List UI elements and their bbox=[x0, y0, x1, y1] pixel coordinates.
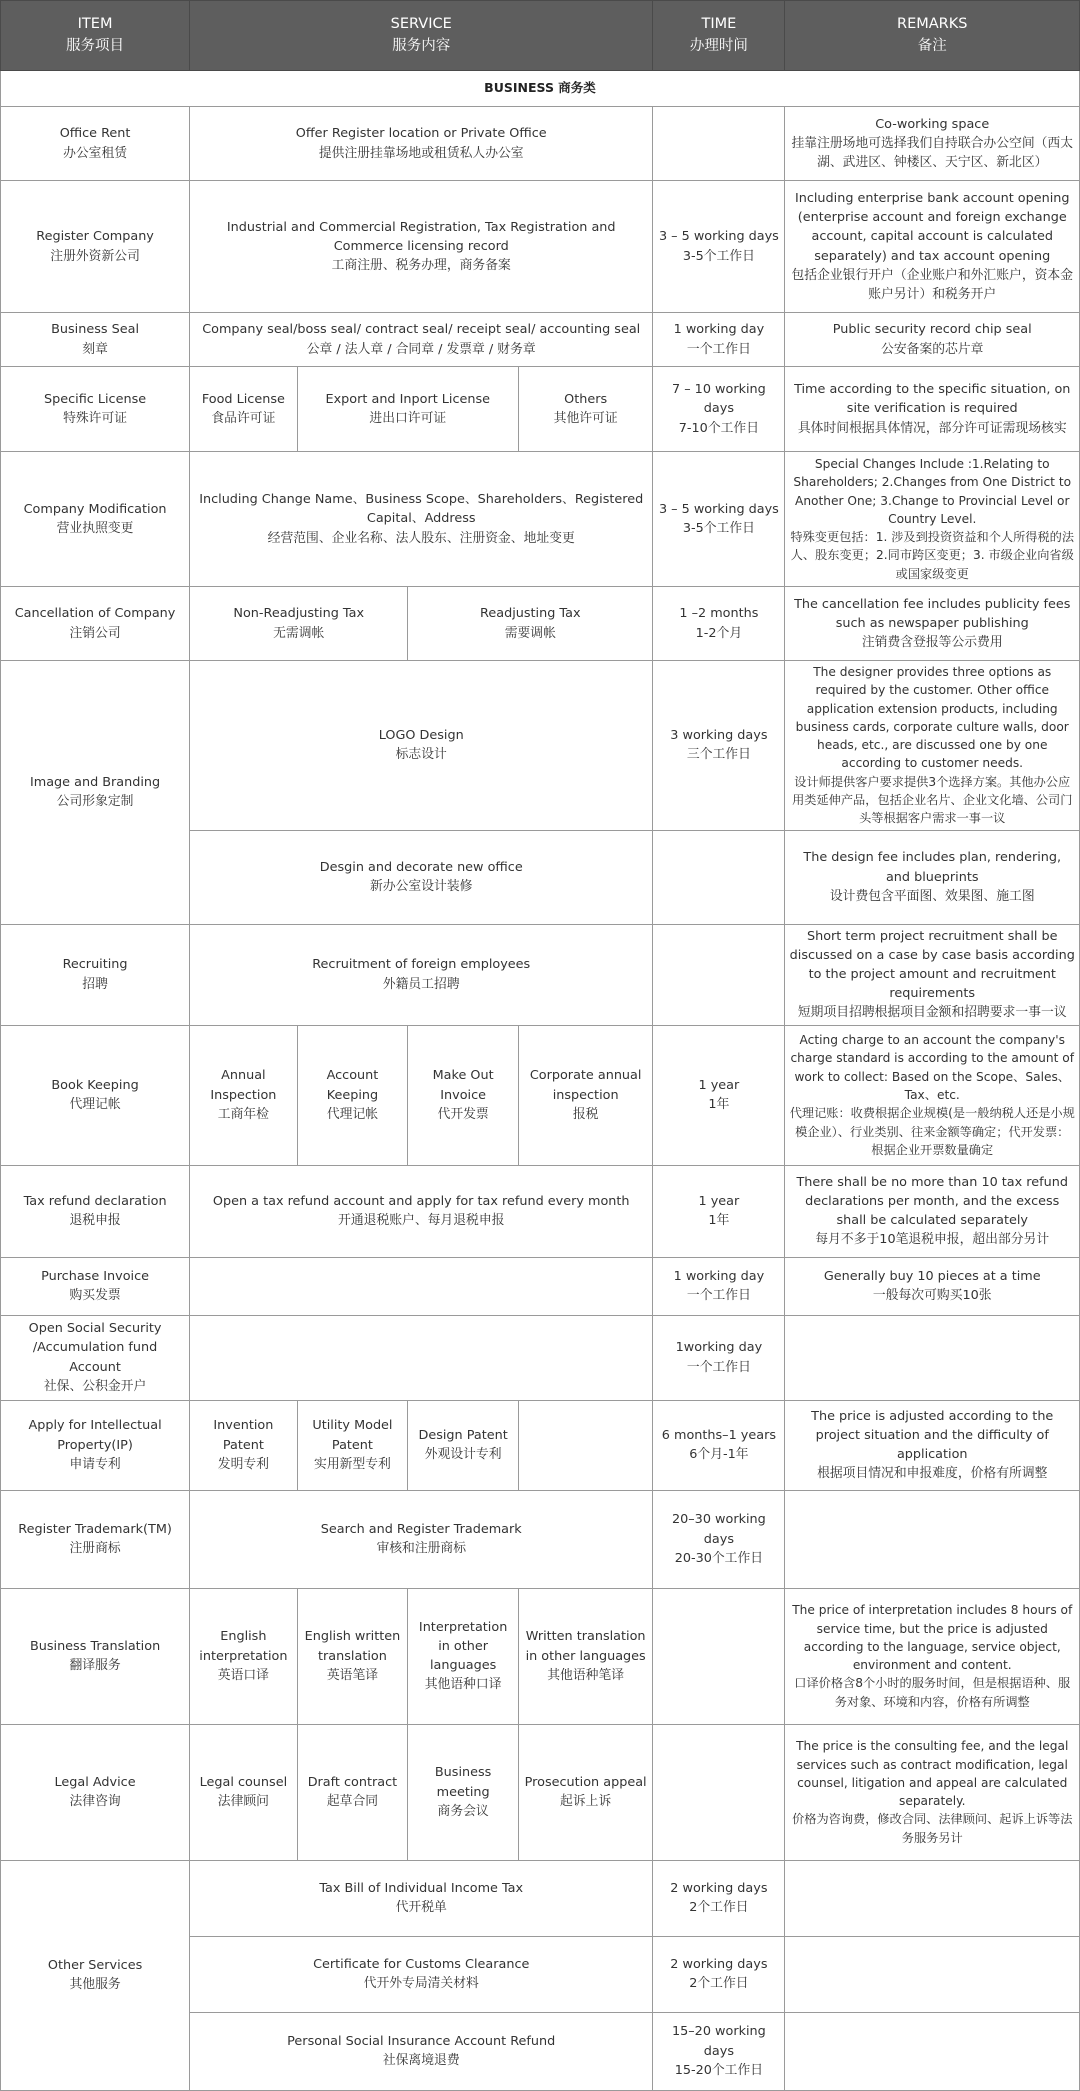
item-cell: Office Rent 办公室租赁 bbox=[1, 107, 190, 181]
remarks-cell: Including enterprise bank account opening (enterprise account and foreign exchange account, capital account is calculated separately) and tax account opening 包括企业银行开户（企业账户和外汇账户，资本金账户另计）和税务开户 bbox=[785, 181, 1080, 313]
service-cell: English written translation 英语笔译 bbox=[297, 1588, 408, 1724]
remarks-cell bbox=[785, 1936, 1080, 2012]
time-cell: 1working day 一个工作日 bbox=[653, 1315, 785, 1400]
table-row-business-seal bbox=[1, 313, 1080, 367]
table-row-legal-advice bbox=[1, 1724, 1080, 1860]
time-cell: 3 – 5 working days 3-5个工作日 bbox=[653, 181, 785, 313]
service-cell: Business meeting 商务会议 bbox=[408, 1724, 519, 1860]
service-cell: Draft contract 起草合同 bbox=[297, 1724, 408, 1860]
item-cell: Recruiting 招聘 bbox=[1, 924, 190, 1025]
service-cell: Personal Social Insurance Account Refund 社保离境退费 bbox=[190, 2012, 653, 2090]
item-cell: Legal Advice 法律咨询 bbox=[1, 1724, 190, 1860]
item-cell: Business Translation 翻译服务 bbox=[1, 1588, 190, 1724]
table-row-office-rent bbox=[1, 107, 1080, 181]
service-cell: Design Patent 外观设计专利 bbox=[408, 1400, 519, 1490]
table-row-company-modification bbox=[1, 452, 1080, 587]
service-cell: Written translation in other languages 其他语种笔译 bbox=[518, 1588, 652, 1724]
remarks-cell: Generally buy 10 pieces at a time 一般每次可购买10张 bbox=[785, 1257, 1080, 1315]
remarks-cell: The design fee includes plan, rendering, and blueprints 设计费包含平面图、效果图、施工图 bbox=[785, 830, 1080, 924]
remarks-cell: Short term project recruitment shall be discussed on a case by case basis according to the project amount and recruitment requirements 短期项目招聘根据项目金额和招聘要求一事一议 bbox=[785, 924, 1080, 1025]
time-cell: 7 – 10 working days 7-10个工作日 bbox=[653, 367, 785, 452]
table-row-register-company bbox=[1, 181, 1080, 313]
remarks-cell: The price of interpretation includes 8 hours of service time, but the price is adjusted according to the language, service object, environment and content. 口译价格含8个小时的服务时间，但是根据语种、服务对象、环境和内容，价格有所调整 bbox=[785, 1588, 1080, 1724]
remarks-cell bbox=[785, 1860, 1080, 1936]
table-row-purchase-invoice bbox=[1, 1257, 1080, 1315]
service-cell: English interpretation 英语口译 bbox=[190, 1588, 297, 1724]
remarks-cell: The price is adjusted according to the project situation and the difficulty of application 根据项目情况和申报难度，价格有所调整 bbox=[785, 1400, 1080, 1490]
item-cell: Apply for Intellectual Property(IP) 申请专利 bbox=[1, 1400, 190, 1490]
time-cell bbox=[653, 1588, 785, 1724]
time-cell bbox=[653, 924, 785, 1025]
remarks-cell bbox=[785, 2012, 1080, 2090]
service-cell: Recruitment of foreign employees 外籍员工招聘 bbox=[190, 924, 653, 1025]
service-cell: Readjusting Tax 需要调帐 bbox=[408, 587, 653, 661]
time-cell: 2 working days 2个工作日 bbox=[653, 1860, 785, 1936]
time-cell: 1 year 1年 bbox=[653, 1165, 785, 1257]
table-row-tax-refund bbox=[1, 1165, 1080, 1257]
service-cell bbox=[518, 1400, 652, 1490]
service-cell: Account Keeping 代理记帐 bbox=[297, 1025, 408, 1165]
item-cell: Company Modification 营业执照变更 bbox=[1, 452, 190, 587]
remarks-cell bbox=[785, 1490, 1080, 1588]
remarks-cell: The price is the consulting fee, and the legal services such as contract modification, legal counsel, litigation and appeal are calculated separately. 价格为咨询费，修改合同、法律顾问、起诉上诉等法务服务另计 bbox=[785, 1724, 1080, 1860]
service-cell: Desgin and decorate new office 新办公室设计装修 bbox=[190, 830, 653, 924]
item-cell: Other Services 其他服务 bbox=[1, 1860, 190, 2090]
table-row-social-security bbox=[1, 1315, 1080, 1400]
time-cell: 3 – 5 working days 3-5个工作日 bbox=[653, 452, 785, 587]
remarks-cell: Time according to the specific situation, on site verification is required 具体时间根据具体情况，部分许可证需现场核实 bbox=[785, 367, 1080, 452]
service-cell: Tax Bill of Individual Income Tax 代开税单 bbox=[190, 1860, 653, 1936]
service-cell: Corporate annual inspection 报税 bbox=[518, 1025, 652, 1165]
service-cell: Open a tax refund account and apply for tax refund every month 开通退税账户、每月退税申报 bbox=[190, 1165, 653, 1257]
remarks-cell: The designer provides three options as required by the customer. Other office application extension products, including business cards, corporate culture walls, door heads, etc., are discussed one by one according to customer needs. 设计师提供客户要求提供3个选择方案。其他办公应用类延伸产品，包括企业名片、企业文化墙、公司门头等根据客户需求一事一议 bbox=[785, 661, 1080, 831]
section-title: BUSINESS 商务类 bbox=[1, 71, 1080, 107]
time-cell: 2 working days 2个工作日 bbox=[653, 1936, 785, 2012]
item-cell: Book Keeping 代理记帐 bbox=[1, 1025, 190, 1165]
time-cell: 1 year 1年 bbox=[653, 1025, 785, 1165]
service-cell bbox=[190, 1315, 653, 1400]
remarks-cell bbox=[785, 1315, 1080, 1400]
remarks-cell: Special Changes Include :1.Relating to Shareholders; 2.Changes from One District to Another One; 3.Change to Provincial Level or Country Level. 特殊变更包括：1. 涉及到投资资益和个人所得税的法人、股东变更；2.同市跨区变更；3. 市级企业向省级或国家级变更 bbox=[785, 452, 1080, 587]
service-cell: Food License 食品许可证 bbox=[190, 367, 297, 452]
service-cell: Non-Readjusting Tax 无需调帐 bbox=[190, 587, 408, 661]
time-cell: 1 working day 一个工作日 bbox=[653, 313, 785, 367]
item-cell: Register Trademark(TM) 注册商标 bbox=[1, 1490, 190, 1588]
header-item: ITEM 服务项目 bbox=[1, 1, 190, 71]
service-cell: Industrial and Commercial Registration, Tax Registration and Commerce licensing record 工商注册、税务办理，商务备案 bbox=[190, 181, 653, 313]
service-cell: Certificate for Customs Clearance 代开外专局清关材料 bbox=[190, 1936, 653, 2012]
service-cell: Including Change Name、Business Scope、Shareholders、Registered Capital、Address 经营范围、企业名称、法人股东、注册资金、地址变更 bbox=[190, 452, 653, 587]
remarks-cell: There shall be no more than 10 tax refund declarations per month, and the excess shall be calculated separately 每月不多于10笔退税申报，超出部分另计 bbox=[785, 1165, 1080, 1257]
service-cell: Legal counsel 法律顾问 bbox=[190, 1724, 297, 1860]
table-row-intellectual-property bbox=[1, 1400, 1080, 1490]
service-cell: Export and Inport License 进出口许可证 bbox=[297, 367, 518, 452]
item-cell: Specific License 特殊许可证 bbox=[1, 367, 190, 452]
item-cell: Cancellation of Company 注销公司 bbox=[1, 587, 190, 661]
item-cell: Tax refund declaration 退税申报 bbox=[1, 1165, 190, 1257]
time-cell: 20–30 working days 20-30个工作日 bbox=[653, 1490, 785, 1588]
service-cell: Invention Patent 发明专利 bbox=[190, 1400, 297, 1490]
service-cell: Annual Inspection 工商年检 bbox=[190, 1025, 297, 1165]
header-remarks: REMARKS 备注 bbox=[785, 1, 1080, 71]
service-cell: Others 其他许可证 bbox=[518, 367, 652, 452]
service-cell: Interpretation in other languages 其他语种口译 bbox=[408, 1588, 519, 1724]
service-cell bbox=[190, 1257, 653, 1315]
header-time: TIME 办理时间 bbox=[653, 1, 785, 71]
time-cell: 3 working days 三个工作日 bbox=[653, 661, 785, 831]
table-row-translation bbox=[1, 1588, 1080, 1724]
item-cell: Open Social Security /Accumulation fund Account 社保、公积金开户 bbox=[1, 1315, 190, 1400]
item-cell: Business Seal 刻章 bbox=[1, 313, 190, 367]
item-cell: Purchase Invoice 购买发票 bbox=[1, 1257, 190, 1315]
service-cell: Prosecution appeal 起诉上诉 bbox=[518, 1724, 652, 1860]
table-row-cancellation bbox=[1, 587, 1080, 661]
table-row-specific-license bbox=[1, 367, 1080, 452]
time-cell bbox=[653, 107, 785, 181]
remarks-cell: Public security record chip seal 公安备案的芯片章 bbox=[785, 313, 1080, 367]
header-row bbox=[1, 1, 1080, 71]
table-row-other-services-1 bbox=[1, 1860, 1080, 1936]
item-cell: Register Company 注册外资新公司 bbox=[1, 181, 190, 313]
remarks-cell: Acting charge to an account the company's charge standard is according to the amount of work to collect: Based on the Scope、Sales、Tax、etc. 代理记账：收费根据企业规模(是一般纳税人还是小规模企业）、行业类别、往来金额等确定；代开发票：根据企业开票数量确定 bbox=[785, 1025, 1080, 1165]
service-cell: Utility Model Patent 实用新型专利 bbox=[297, 1400, 408, 1490]
time-cell: 15–20 working days 15-20个工作日 bbox=[653, 2012, 785, 2090]
remarks-cell: The cancellation fee includes publicity fees such as newspaper publishing 注销费含登报等公示费用 bbox=[785, 587, 1080, 661]
header-service: SERVICE 服务内容 bbox=[190, 1, 653, 71]
time-cell bbox=[653, 830, 785, 924]
service-cell: Company seal/boss seal/ contract seal/ receipt seal/ accounting seal 公章 / 法人章 / 合同章 / 发票章 / 财务章 bbox=[190, 313, 653, 367]
time-cell bbox=[653, 1724, 785, 1860]
table-row-image-branding-logo bbox=[1, 661, 1080, 831]
service-cell: Make Out Invoice 代开发票 bbox=[408, 1025, 519, 1165]
service-cell: Offer Register location or Private Office 提供注册挂靠场地或租赁私人办公室 bbox=[190, 107, 653, 181]
table-row-book-keeping bbox=[1, 1025, 1080, 1165]
time-cell: 1 working day 一个工作日 bbox=[653, 1257, 785, 1315]
remarks-cell: Co-working space 挂靠注册场地可选择我们自持联合办公空间（西太湖、武进区、钟楼区、天宁区、新北区） bbox=[785, 107, 1080, 181]
table-row-trademark bbox=[1, 1490, 1080, 1588]
time-cell: 6 months–1 years 6个月-1年 bbox=[653, 1400, 785, 1490]
item-cell: Image and Branding 公司形象定制 bbox=[1, 661, 190, 925]
service-cell: LOGO Design 标志设计 bbox=[190, 661, 653, 831]
table-row-recruiting bbox=[1, 924, 1080, 1025]
section-row bbox=[1, 71, 1080, 107]
service-cell: Search and Register Trademark 审核和注册商标 bbox=[190, 1490, 653, 1588]
time-cell: 1 –2 months 1-2个月 bbox=[653, 587, 785, 661]
